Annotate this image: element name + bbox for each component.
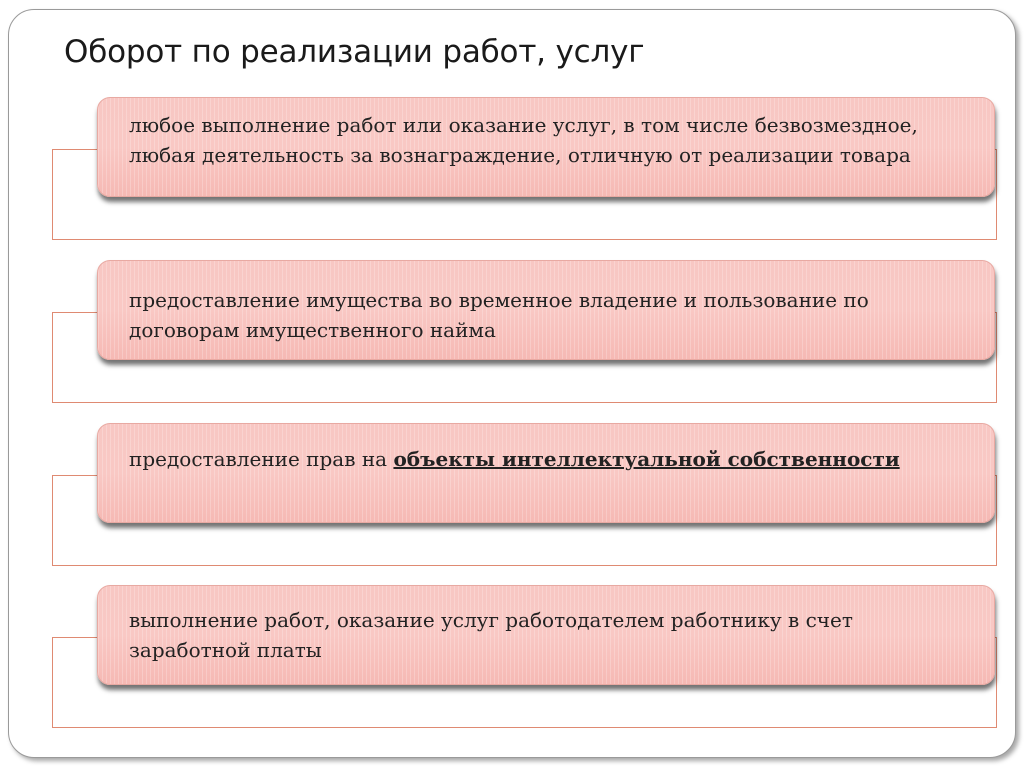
list-item-3: [52, 423, 997, 568]
list-item-4: [52, 585, 997, 730]
list-item-1: [52, 97, 997, 242]
item-box: [97, 423, 995, 523]
item-box: [97, 97, 995, 197]
slide-title: Оборот по реализации работ, услуг: [64, 34, 645, 70]
item-text: [129, 436, 964, 474]
item-text: любое выполнение работ или оказание услуг, в том числе безвозмездное, любая деятельность за вознаграждение, отличную от реализации товара: [129, 113, 918, 167]
item-box: [97, 260, 995, 360]
item-text: выполнение работ, оказание услуг работодателем работнику в счет заработной платы: [129, 608, 853, 662]
item-text: предоставление имущества во временное владение и пользование по договорам имущественного найма: [129, 288, 869, 342]
item-box: [97, 585, 995, 685]
item-text-prefix: предоставление прав на: [129, 447, 394, 471]
list-item-2: [52, 260, 997, 405]
intellectual-property-link[interactable]: объекты интеллектуальной собственности: [393, 447, 900, 471]
